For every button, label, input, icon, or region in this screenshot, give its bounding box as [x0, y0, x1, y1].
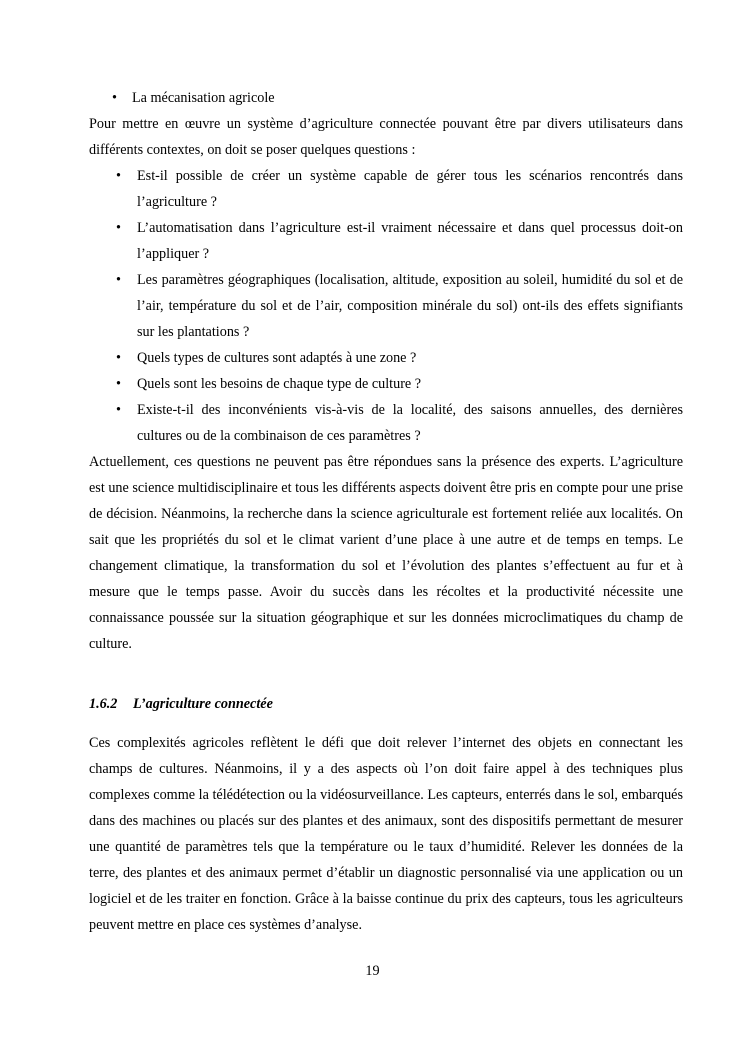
list-item-text: Existe-t-il des inconvénients vis-à-vis de la localité, des saisons annuelles, des dernières cultures ou de la combinaison de ces paramètres ? [137, 402, 683, 444]
section-title: L’agriculture connectée [133, 696, 273, 712]
list-item-text: La mécanisation agricole [132, 90, 275, 106]
section-number: 1.6.2 [89, 696, 118, 712]
list-item [89, 215, 683, 267]
bullet-icon: • [116, 272, 121, 288]
list-item [89, 345, 683, 371]
list-item-text: Quels types de cultures sont adaptés à une zone ? [137, 350, 417, 366]
paragraph-intro: Pour mettre en œuvre un système d’agriculture connectée pouvant être par divers utilisateurs dans différents contextes, on doit se poser quelques questions : [89, 116, 683, 158]
bullet-icon: • [112, 90, 117, 106]
questions-list [89, 163, 683, 449]
bullet-icon: • [116, 350, 121, 366]
intro-bullet-list [89, 85, 683, 111]
list-item [89, 163, 683, 215]
list-item [89, 397, 683, 449]
list-item-text: Quels sont les besoins de chaque type de culture ? [137, 376, 422, 392]
section-heading [89, 691, 683, 717]
bullet-icon: • [116, 402, 121, 418]
list-item-text: L’automatisation dans l’agriculture est-il vraiment nécessaire et dans quel processus doit-on l’appliquer ? [137, 220, 683, 262]
paragraph-connected-agriculture: Ces complexités agricoles reflètent le défi que doit relever l’internet des objets en connectant les champs de cultures. Néanmoins, il y a des aspects où l’on doit faire appel à des techniques plus complexes comme la télédétection ou la vidéosurveillance. Les capteurs, enterrés dans le sol, embarqués dans des machines ou placés sur des plantes et des animaux, sont des dispositifs permettant de mesurer une quantité de paramètres tels que la température ou le taux d’humidité. Relever les données de la terre, des plantes et des animaux permet d’établir un diagnostic personnalisé via une application ou un logiciel et de les traiter en fonction. Grâce à la baisse continue du prix des capteurs, tous les agriculteurs peuvent mettre en place ces systèmes d’analyse. [89, 735, 683, 933]
list-item-text: Les paramètres géographiques (localisation, altitude, exposition au soleil, humidité du sol et de l’air, température du sol et de l’air, composition minérale du sol) ont-ils des effets signifiants sur les plantations ? [137, 272, 683, 340]
list-item [89, 267, 683, 345]
bullet-icon: • [116, 168, 121, 184]
page-number: 19 [365, 963, 380, 979]
list-item-text: Est-il possible de créer un système capable de gérer tous les scénarios rencontrés dans l’agriculture ? [137, 168, 683, 210]
bullet-icon: • [116, 220, 121, 236]
list-item [89, 85, 683, 111]
list-item [89, 371, 683, 397]
bullet-icon: • [116, 376, 121, 392]
paragraph-experts: Actuellement, ces questions ne peuvent pas être répondues sans la présence des experts. L’agriculture est une science multidisciplinaire et tous les différents aspects doivent être pris en compte pour une prise de décision. Néanmoins, la recherche dans la science agriculturale est fortement reliée aux localités. On sait que les propriétés du sol et le climat varient d’une place à une autre et de temps en temps. Le changement climatique, la transformation du sol et l’évolution des plantes s’effectuent au fur et à mesure que le temps passe. Avoir du succès dans les récoltes et la productivité nécessite une connaissance poussée sur la situation géographique et sur les données microclimatiques du champ de culture. [89, 454, 683, 652]
page-body [89, 85, 683, 938]
